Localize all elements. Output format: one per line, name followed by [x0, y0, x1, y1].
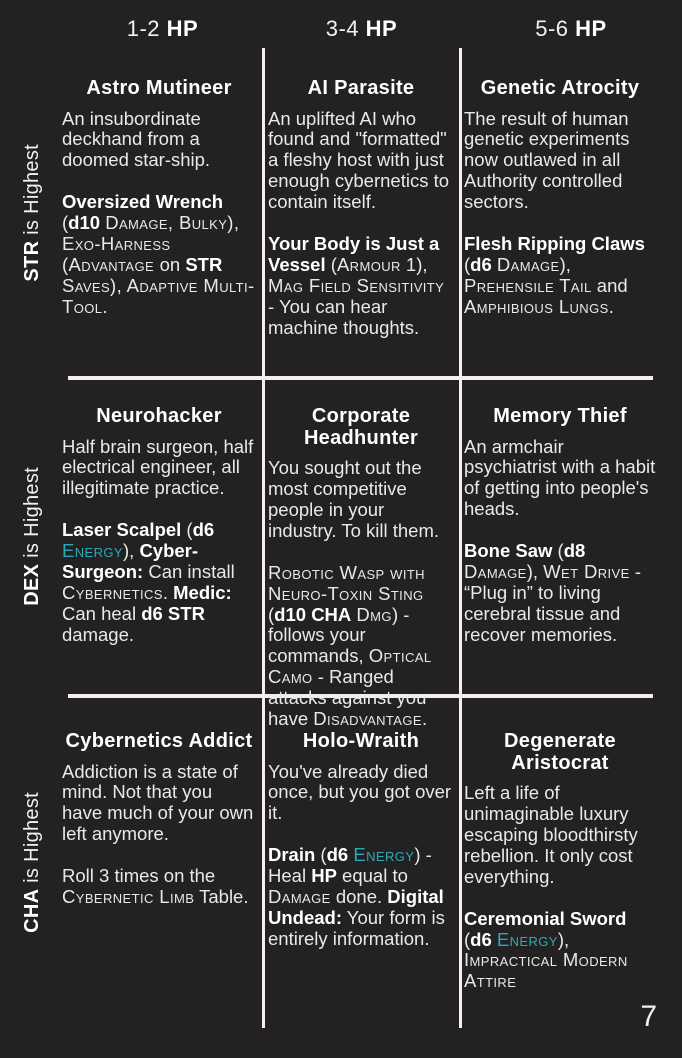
cell-ability: Roll 3 times on the Cybernetic Limb Table.: [62, 865, 249, 908]
row-header-cha: [0, 696, 64, 1028]
cell-neurohacker: [62, 406, 256, 688]
cell-degenerate-aristocrat: [464, 731, 656, 1031]
cell-ability: Flesh Ripping Claws (d6 Damage), Prehensile Tail and Amphibious Lungs.: [464, 233, 645, 317]
col-header-3-4-hp: 3-4 HP: [325, 16, 398, 41]
cell-title: Astro Mutineer: [86, 77, 232, 99]
cell-ability: Laser Scalpel (d6 Energy), Cyber-Surgeon: Can install Cybernetics. Medic: Can heal d6 STR damage.: [62, 519, 235, 645]
cell-astro-mutineer: [62, 78, 256, 370]
cell-description: The result of human genetic experiments now outlawed in all Authority controlled sectors.: [464, 107, 630, 213]
cell-title: Holo-Wraith: [302, 730, 420, 752]
row-header-str-label: STR is Highest: [20, 143, 43, 282]
row-header-dex-label: DEX is Highest: [20, 466, 43, 606]
col-header-5-6-hp: 5-6 HP: [535, 16, 607, 41]
cell-ability: Oversized Wrench (d10 Damage, Bulky), Exo-Harness (Advantage on STR Saves), Adaptive Multi-Tool.: [62, 191, 255, 317]
cell-ability: Bone Saw (d8 Damage), Wet Drive - “Plug in” to living cerebral tissue and recover memories.: [464, 540, 641, 645]
cell-corporate-headhunter: [268, 405, 454, 729]
cell-description: An uplifted AI who found and "formatted" a fleshy host with just enough cybernetics to contain itself.: [268, 107, 450, 213]
cell-description: Left a life of unimaginable luxury escaping bloodthirsty rebellion. It only cost everything.: [464, 782, 638, 887]
cell-title: Cybernetics Addict: [65, 730, 253, 752]
vertical-divider-2: [459, 48, 462, 1028]
cell-ability: Drain (d6 Energy) - Heal HP equal to Damage done. Digital Undead: Your form is entirely information.: [268, 844, 445, 949]
cell-ability: Robotic Wasp with Neuro-Toxin Sting (d10 CHA Dmg) - follows your commands, Optical Camo - Ranged attacks against you have Disadvantage.: [268, 561, 432, 729]
cell-title: Memory Thief: [493, 405, 627, 427]
cell-holo-wraith: [268, 731, 454, 1031]
cell-description: You've already died once, but you got over it.: [268, 760, 452, 824]
cell-title: Degenerate Aristocrat: [504, 730, 616, 774]
cell-description: Half brain surgeon, half electrical engineer, all illegitimate practice.: [62, 435, 254, 499]
cell-ai-parasite: [268, 78, 454, 370]
cell-genetic-atrocity: [464, 78, 656, 370]
row-header-cha-label: CHA is Highest: [20, 791, 43, 933]
row-header-dex: [0, 377, 64, 695]
cell-description: You sought out the most competitive people in your industry. To kill them.: [268, 457, 440, 541]
cell-cybernetics-addict: [62, 731, 256, 1031]
horizontal-divider-1: [68, 376, 653, 380]
row-header-str: [0, 48, 64, 377]
cell-description: An armchair psychiatrist with a habit of getting into people's heads.: [464, 435, 656, 520]
cell-title: Corporate Headhunter: [303, 405, 419, 449]
cell-title: Genetic Atrocity: [480, 77, 640, 99]
vertical-divider-1: [262, 48, 265, 1028]
cell-title: Neurohacker: [96, 405, 222, 427]
page-number: 7: [640, 1000, 657, 1033]
cell-ability: Ceremonial Sword (d6 Energy), Impractical Modern Attire: [464, 907, 628, 992]
col-header-1-2-hp: 1-2 HP: [126, 16, 199, 41]
cell-description: Addiction is a state of mind. Not that you have much of your own left anymore.: [62, 760, 254, 845]
cell-memory-thief: [464, 406, 656, 688]
cell-ability: Your Body is Just a Vessel (Armour 1), Mag Field Sensitivity - You can hear machine thoughts.: [268, 233, 445, 338]
cell-title: AI Parasite: [307, 77, 415, 99]
cell-description: An insubordinate deckhand from a doomed star-ship.: [62, 107, 211, 171]
